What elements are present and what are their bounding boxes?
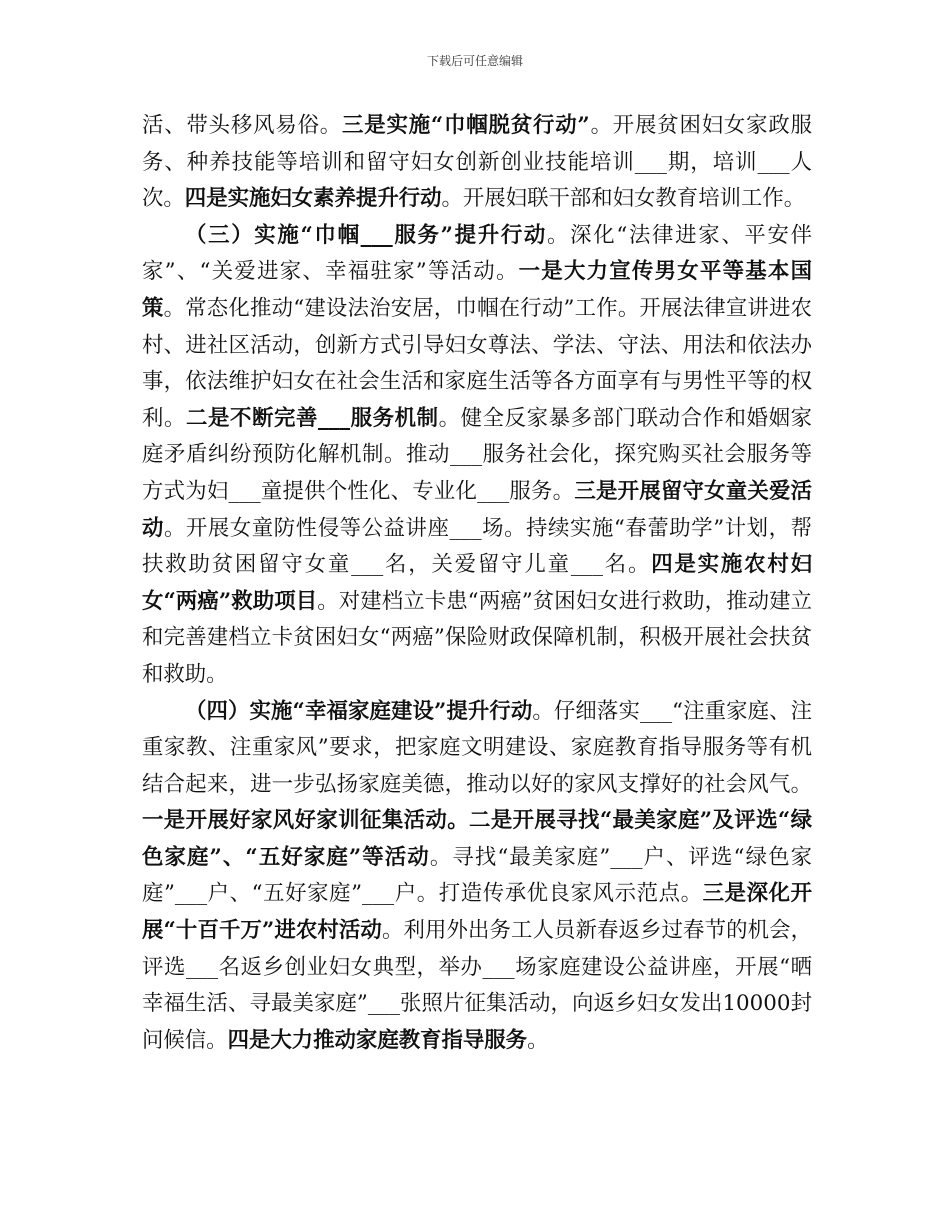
body-text: 。寻找“最美家庭”___户、评选“绿色家庭”___户、“五好家庭”___户。打造传承优良家风示范点。 bbox=[142, 844, 812, 907]
body-text: 。开展贫困妇女家政服务、种养技能等培训和留守妇女创新创业技能培训___期，培训___人次。 bbox=[142, 113, 812, 212]
bold-heading-text: 四是实施农村妇女“两癌”救助项目 bbox=[142, 552, 812, 614]
paragraph-section-4 bbox=[142, 694, 812, 1060]
bold-heading-text: 一是大力宣传男女平等基本国策 bbox=[142, 259, 812, 321]
paragraph-1 bbox=[142, 108, 812, 218]
body-text: 。开展女童防性侵等公益讲座___场。持续实施“春蕾助学”计划，帮扶救助贫困留守女童___名，关爱留守儿童___名。 bbox=[142, 515, 812, 578]
body-text: 活、带头移风易俗。 bbox=[142, 113, 343, 138]
bold-heading-text: 二是不断完善___服务机制 bbox=[186, 405, 439, 431]
body-text: 。开展妇联干部和妇女教育培训工作。 bbox=[441, 186, 806, 212]
bold-heading-text: 四是实施妇女素养提升行动 bbox=[184, 186, 442, 212]
bold-heading-text: 三是实施“巾帼脱贫行动” bbox=[342, 113, 590, 138]
body-text: 。仔细落实___“注重家庭、注重家教、注重家风”要求，把家庭文明建设、家庭教育指导服务等有机结合起来，进一步弘扬家庭美德，推动以好的家风支撑好的社会风气。 bbox=[142, 698, 812, 797]
bold-heading-text: 三是深化开展“十百千万”进农村活动 bbox=[142, 881, 812, 944]
document-body bbox=[142, 108, 812, 1059]
body-text: 。深化“法律进家、平安伴家”、“关爱进家、幸福驻家”等活动。 bbox=[142, 222, 812, 285]
bold-heading-text: 三是开展留守女童关爱活动 bbox=[142, 478, 812, 541]
body-text: 。常态化推动“建设法治安居，巾帼在行动”工作。开展法律宣讲进农村、进社区活动，创新方式引导妇女尊法、学法、守法、用法和依法办事，依法维护妇女在社会生活和家庭生活等各方面享有与男性平等的权利。 bbox=[142, 295, 812, 431]
bold-heading-text: （三）实施“巾帼___服务”提升行动 bbox=[185, 222, 548, 248]
body-text: 。健全反家暴多部门联动合作和婚姻家庭矛盾纠纷预防化解机制。推动___服务社会化，探究购买社会服务等方式为妇___童提供个性化、专业化___服务。 bbox=[142, 405, 812, 504]
paragraph-section-3 bbox=[142, 218, 812, 694]
body-text: 。对建档立卡患“两癌”贫困妇女进行救助，推动建立和完善建档立卡贫困妇女“两癌”保险财政保障机制，积极开展社会扶贫和救助。 bbox=[142, 588, 813, 687]
body-text: 。 bbox=[527, 1027, 549, 1053]
body-text: 。利用外出务工人员新春返乡过春节的机会，评选___名返乡创业妇女典型，举办___场家庭建设公益讲座，开展“晒幸福生活、寻最美家庭”___张照片征集活动，向返乡妇女发出10000封问候信。 bbox=[142, 918, 812, 1053]
bold-heading-text: 四是大力推动家庭教育指导服务 bbox=[227, 1027, 528, 1053]
bold-heading-text: （四）实施“幸福家庭建设”提升行动 bbox=[185, 698, 533, 724]
page-header: 下载后可任意编辑 bbox=[426, 54, 523, 68]
bold-heading-text: 一是开展好家风好家训征集活动。二是开展寻找“最美家庭”及评选“绿色家庭”、“五好家庭”等活动 bbox=[142, 808, 812, 870]
